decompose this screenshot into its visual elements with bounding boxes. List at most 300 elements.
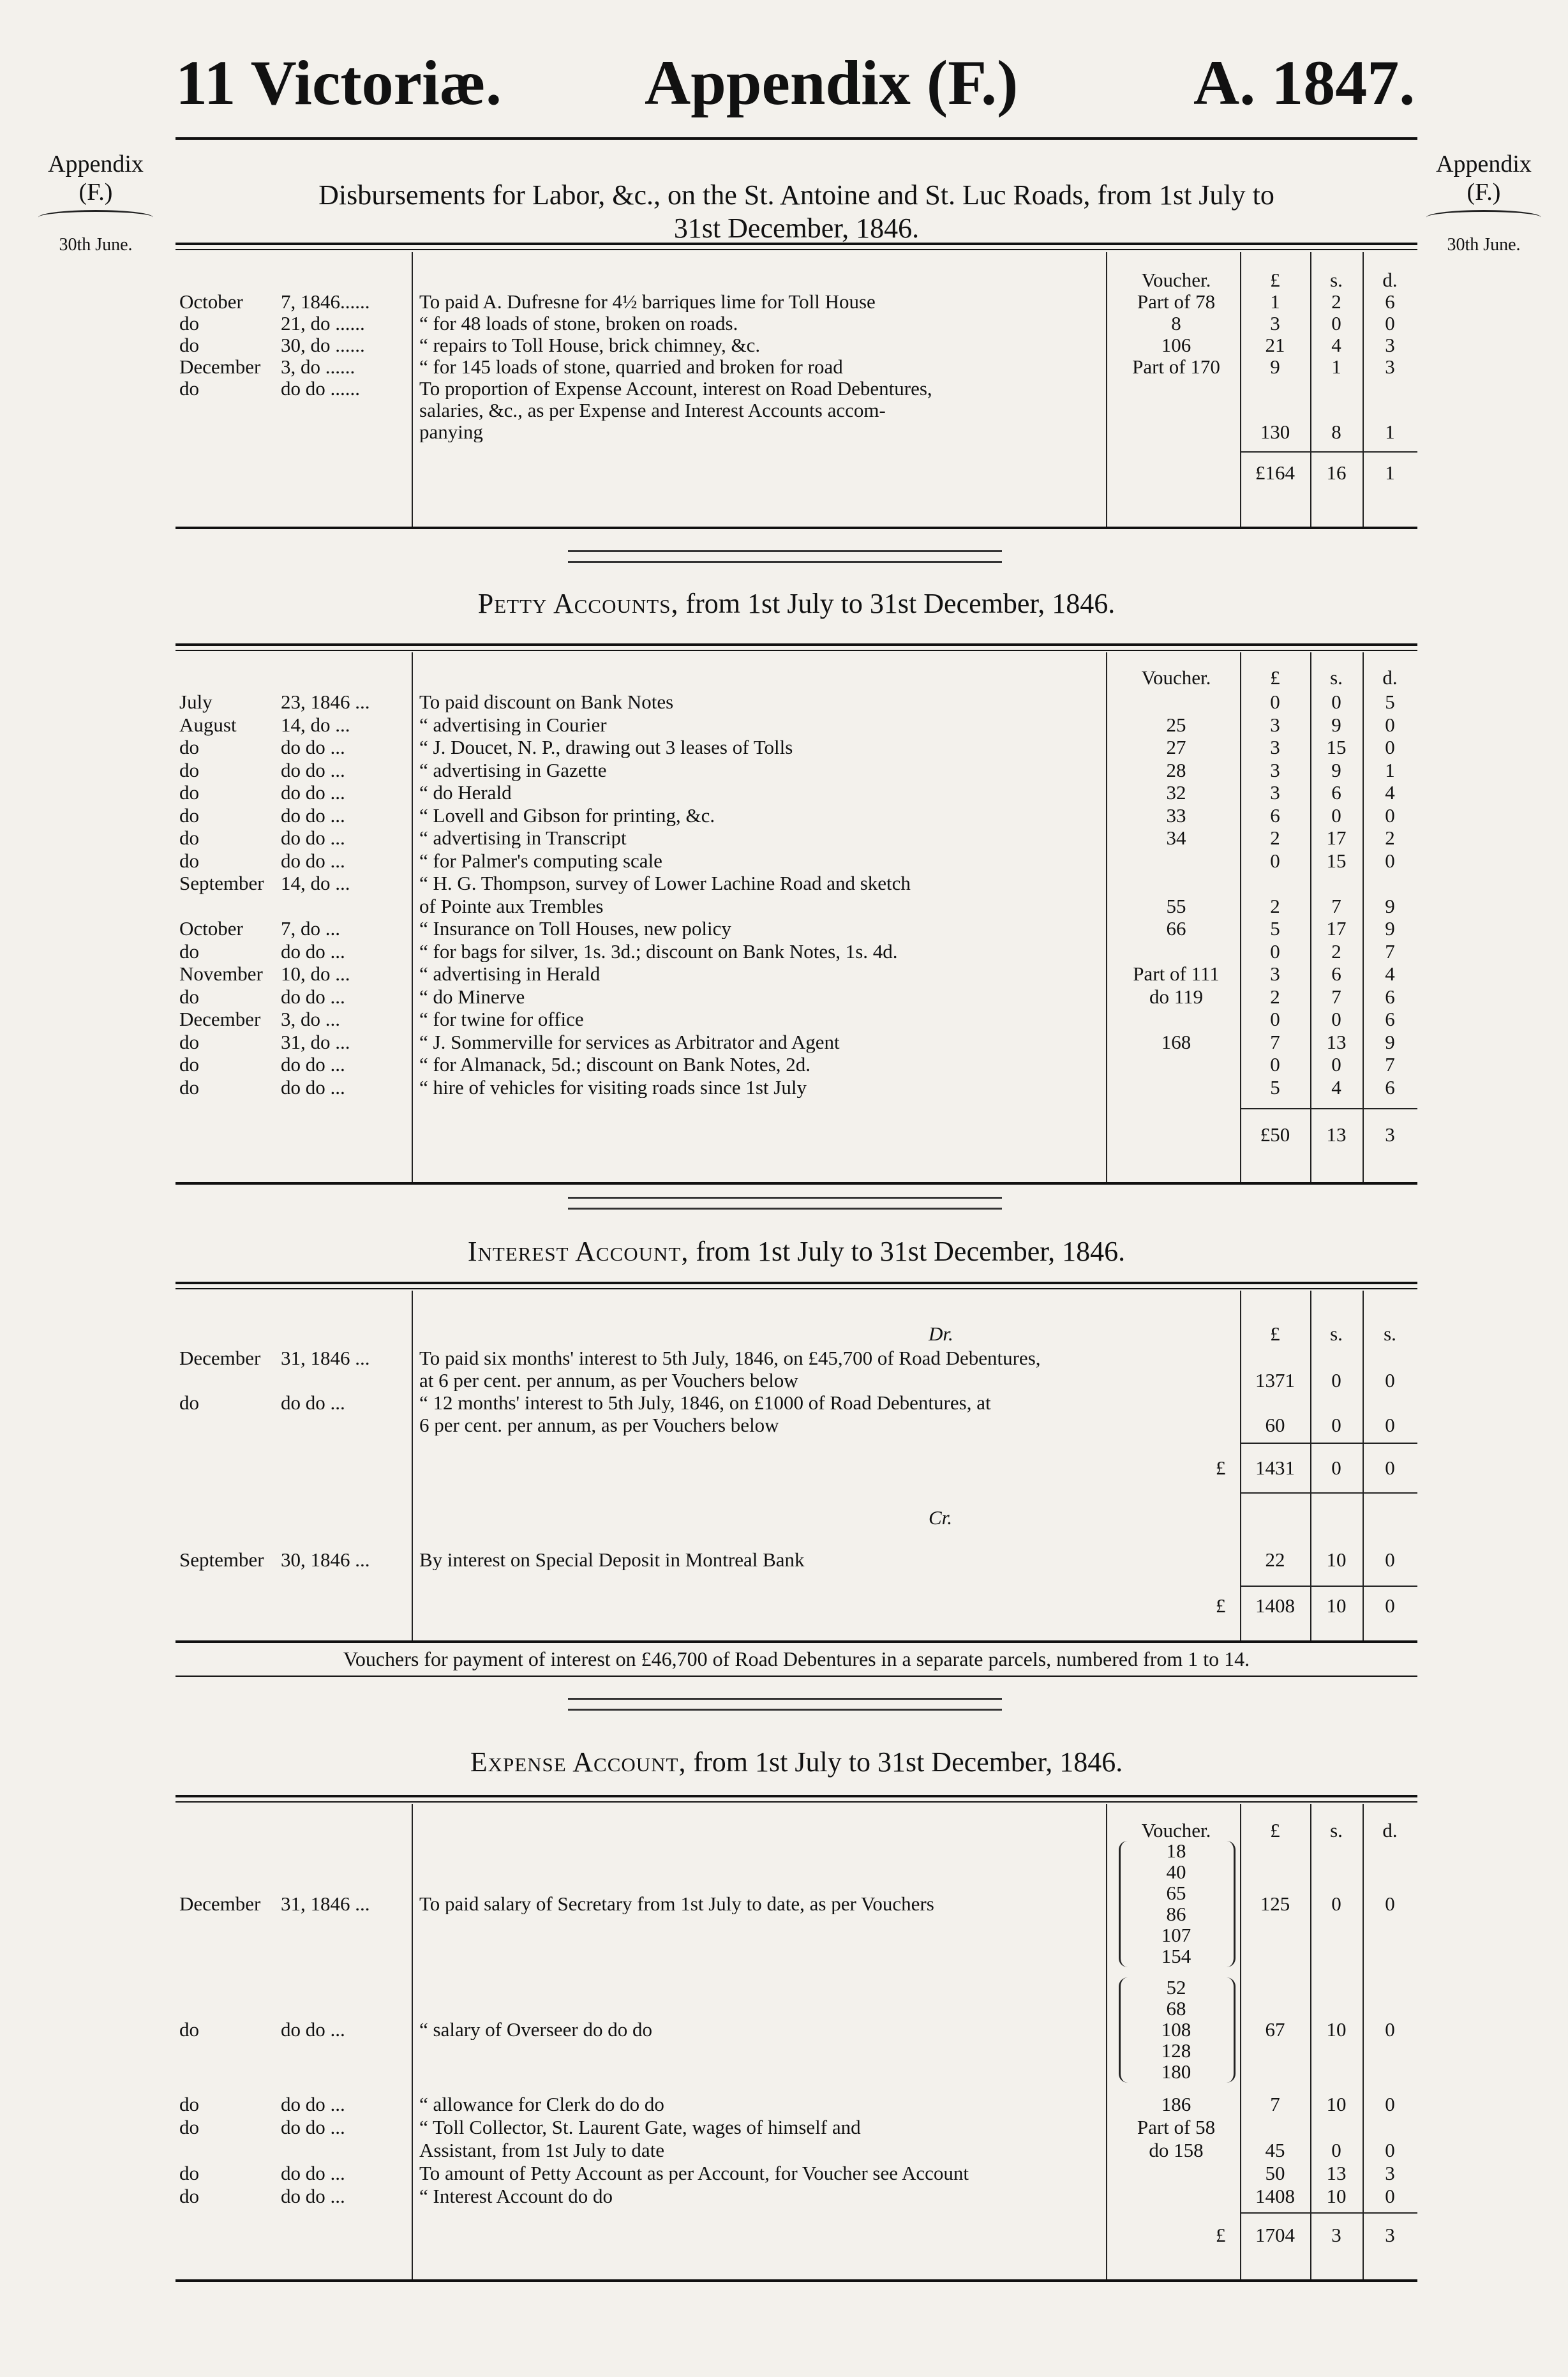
entry-description: “ H. G. Thompson, survey of Lower Lachine Road and sketch	[419, 873, 911, 894]
entry-description: “ for bags for silver, 1s. 3d.; discount on Bank Notes, 1s. 4d.	[419, 941, 898, 962]
entry-day: 14, do ...	[281, 713, 350, 736]
total-sign: £	[1216, 2224, 1226, 2246]
entry-day: do do ...	[281, 2018, 345, 2041]
ledger-row	[175, 987, 1417, 1007]
entry-day: do do ...	[281, 804, 345, 827]
interest-title-rest: from 1st July to 31st December, 1846.	[696, 1236, 1126, 1267]
expense-total-row	[175, 2225, 1417, 2246]
entry-month: August	[179, 713, 237, 736]
entry-description: of Pointe aux Trembles	[419, 896, 604, 917]
entry-month: December	[179, 1892, 261, 1915]
entry-shillings: 10	[1326, 2018, 1347, 2041]
credit-label: Cr.	[929, 1506, 953, 1529]
entry-description: “ Toll Collector, St. Laurent Gate, wages of himself and	[419, 2117, 861, 2138]
entry-pence: 0	[1385, 1414, 1395, 1436]
entry-pence: 4	[1385, 963, 1395, 985]
entry-pounds: 5	[1270, 917, 1280, 940]
total-pence: 0	[1385, 1594, 1395, 1617]
petty-total-row	[175, 1125, 1417, 1145]
entry-pounds: 7	[1270, 1030, 1280, 1053]
entry-pounds: 1408	[1255, 2185, 1295, 2207]
entry-description: To amount of Petty Account as per Account, for Voucher see Account	[419, 2163, 969, 2184]
expense-title-rest: from 1st July to 31st December, 1846.	[693, 1746, 1123, 1778]
col-pence: d.	[1382, 1819, 1398, 1841]
entry-description: “ J. Sommerville for services as Arbitrator and Agent	[419, 1031, 840, 1053]
entry-pounds: 6	[1270, 804, 1280, 827]
entry-description: “ Insurance on Toll Houses, new policy	[419, 919, 731, 939]
entry-day: do do ...	[281, 985, 345, 1008]
entry-pounds: 125	[1260, 1892, 1290, 1915]
entry-description: “ advertising in Transcript	[419, 828, 627, 848]
margin-note-left	[32, 150, 160, 259]
disbursements-title-line1: Disbursements for Labor, &c., on the St. Antoine and St. Luc Roads, from 1st July to	[318, 179, 1274, 211]
entry-voucher: do 158	[1149, 2139, 1204, 2161]
entry-day: do do ...	[281, 1076, 345, 1099]
entry-shillings: 15	[1326, 736, 1347, 758]
col-pence: d.	[1382, 269, 1398, 291]
entry-month: December	[179, 1008, 261, 1030]
entry-month: November	[179, 963, 263, 985]
entry-pence: 6	[1385, 1076, 1395, 1099]
entry-month: do	[179, 2093, 199, 2115]
entry-voucher: 27	[1166, 736, 1186, 758]
entry-pounds: 45	[1265, 2139, 1285, 2161]
entry-month: December	[179, 1347, 261, 1369]
col-pounds: £	[1270, 1819, 1280, 1841]
debit-label: Dr.	[929, 1323, 953, 1345]
entry-shillings: 17	[1326, 917, 1347, 940]
interest-note: Vouchers for payment of interest on £46,700 of Road Debentures in a separate parcels, numbered from 1 to 14.	[343, 1647, 1250, 1670]
entry-month: do	[179, 758, 199, 781]
divider-rule	[175, 1288, 1417, 1289]
expense-title-caps: Expense Account,	[470, 1746, 687, 1778]
voucher-number: 107	[1161, 1924, 1191, 1946]
ledger-row	[175, 1415, 1417, 1436]
entry-description: “ do Herald	[419, 783, 512, 803]
entry-month: do	[179, 985, 199, 1008]
entry-voucher: do 119	[1149, 985, 1204, 1008]
interest-title	[175, 1235, 1417, 1268]
entry-day: do do ...	[281, 1391, 345, 1414]
voucher-number: 40	[1166, 1861, 1186, 1883]
entry-day: 7, do ...	[281, 917, 340, 940]
total-sign: £	[1216, 1457, 1226, 1479]
petty-title-caps: Petty Accounts,	[477, 588, 679, 619]
entry-pounds: 2	[1270, 985, 1280, 1008]
ledger-row	[175, 783, 1417, 803]
entry-pounds: 22	[1265, 1548, 1285, 1571]
voucher-number: 68	[1166, 1997, 1186, 2020]
entry-pence: 0	[1385, 713, 1395, 736]
divider-rule	[175, 1282, 1417, 1284]
entry-month: do	[179, 804, 199, 827]
entry-day: do do ...	[281, 827, 345, 849]
entry-day: 31, 1846 ...	[281, 1892, 370, 1915]
ledger-row	[175, 400, 1417, 421]
margin-brace	[1426, 210, 1541, 225]
col-pounds: £	[1270, 1323, 1280, 1345]
entry-description: “ salary of Overseer do do do	[419, 2020, 652, 2040]
entry-pounds: 0	[1270, 691, 1280, 713]
entry-shillings: 7	[1331, 894, 1341, 917]
entry-description: “ advertising in Gazette	[419, 760, 607, 781]
voucher-number: 86	[1166, 1903, 1186, 1925]
entry-pence: 1	[1385, 758, 1395, 781]
col-voucher: Voucher.	[1141, 1819, 1211, 1841]
entry-pence: 7	[1385, 1053, 1395, 1076]
column-header-row	[175, 1324, 1417, 1344]
entry-shillings: 0	[1331, 2139, 1341, 2161]
total-pounds: 1408	[1255, 1594, 1295, 1617]
ledger-row	[175, 1009, 1417, 1030]
total-rule	[1240, 451, 1417, 453]
ledger-row	[175, 422, 1417, 442]
entry-day: 7, 1846......	[281, 290, 370, 313]
entry-pounds: 130	[1260, 421, 1290, 443]
entry-pence: 9	[1385, 1030, 1395, 1053]
entry-shillings: 0	[1331, 1053, 1341, 1076]
entry-shillings: 0	[1331, 312, 1341, 334]
entry-pence: 7	[1385, 940, 1395, 963]
entry-month: do	[179, 736, 199, 758]
entry-month: do	[179, 1053, 199, 1076]
entry-voucher: 186	[1161, 2093, 1191, 2115]
divider-rule	[175, 1182, 1417, 1185]
entry-pence: 0	[1385, 312, 1395, 334]
voucher-number: 128	[1161, 2039, 1191, 2062]
entry-voucher: 168	[1161, 1030, 1191, 1053]
total-rule	[1240, 1108, 1417, 1109]
entry-month: do	[179, 377, 199, 400]
entry-shillings: 0	[1331, 804, 1341, 827]
entry-description: “ repairs to Toll House, brick chimney, &c.	[419, 335, 761, 356]
entry-pence: 0	[1385, 736, 1395, 758]
entry-voucher: 106	[1161, 334, 1191, 356]
ledger-row	[175, 941, 1417, 962]
entry-day: do do ...	[281, 940, 345, 963]
entry-day: 3, do ...	[281, 1008, 340, 1030]
entry-description: To paid discount on Bank Notes	[419, 692, 674, 712]
col-voucher: Voucher.	[1141, 269, 1211, 291]
entry-description: “ J. Doucet, N. P., drawing out 3 leases of Tolls	[419, 737, 793, 758]
entry-pounds: 3	[1270, 736, 1280, 758]
total-pounds: £164	[1255, 461, 1295, 484]
entry-day: 30, do ......	[281, 334, 365, 356]
entry-day: do do ...	[281, 2185, 345, 2207]
petty-title	[175, 587, 1417, 620]
divider-rule	[175, 1676, 1417, 1677]
col-voucher: Voucher.	[1141, 666, 1211, 689]
entry-day: do do ...	[281, 758, 345, 781]
entry-shillings: 1	[1331, 356, 1341, 378]
ledger-row	[175, 896, 1417, 917]
entry-shillings: 8	[1331, 421, 1341, 443]
entry-voucher: 33	[1166, 804, 1186, 827]
col-pounds: £	[1270, 666, 1280, 689]
ledger-row	[175, 1054, 1417, 1075]
ledger-row	[175, 1393, 1417, 1413]
divider-rule	[175, 650, 1417, 651]
col-pounds: £	[1270, 269, 1280, 291]
total-rule	[1240, 1443, 1417, 1444]
petty-table	[175, 652, 1417, 1182]
total-shillings: 13	[1326, 1123, 1347, 1146]
interest-debit-total-row	[175, 1458, 1417, 1478]
entry-shillings: 17	[1326, 827, 1347, 849]
column-header-row	[175, 270, 1417, 290]
entry-description: By interest on Special Deposit in Montreal Bank	[419, 1550, 805, 1570]
entry-pence: 6	[1385, 290, 1395, 313]
entry-description: To paid salary of Secretary from 1st July to date, as per Vouchers	[419, 1893, 934, 1914]
ledger-row	[175, 2020, 1417, 2040]
entry-shillings: 10	[1326, 2093, 1347, 2115]
entry-shillings: 0	[1331, 1414, 1341, 1436]
entry-pounds: 50	[1265, 2162, 1285, 2184]
divider-rule	[175, 2279, 1417, 2282]
entry-month: do	[179, 849, 199, 872]
ledger-row	[175, 851, 1417, 871]
disbursements-table	[175, 252, 1417, 527]
entry-shillings: 15	[1326, 849, 1347, 872]
entry-month: do	[179, 940, 199, 963]
header-left: 11 Victoriæ.	[175, 47, 502, 118]
entry-pounds: 3	[1270, 781, 1280, 804]
entry-day: do do ...	[281, 1053, 345, 1076]
entry-description: “ for twine for office	[419, 1009, 584, 1030]
divider-rule	[175, 1801, 1417, 1803]
disbursements-title	[175, 179, 1417, 245]
ledger-row	[175, 2094, 1417, 2115]
entry-description: “ do Minerve	[419, 986, 525, 1007]
entry-month: July	[179, 691, 213, 713]
entry-pounds: 0	[1270, 940, 1280, 963]
entry-voucher: 55	[1166, 894, 1186, 917]
total-pence: 0	[1385, 1457, 1395, 1479]
ledger-row	[175, 1077, 1417, 1098]
entry-pounds: 0	[1270, 1053, 1280, 1076]
entry-shillings: 4	[1331, 334, 1341, 356]
entry-month: do	[179, 2162, 199, 2184]
margin-label: Appendix	[48, 151, 144, 177]
entry-shillings: 4	[1331, 1076, 1341, 1099]
margin-date: 30th June.	[1447, 235, 1521, 255]
entry-pence: 0	[1385, 804, 1395, 827]
entry-month: December	[179, 356, 261, 378]
entry-month: do	[179, 1030, 199, 1053]
entry-pounds: 0	[1270, 1008, 1280, 1030]
entry-pence: 2	[1385, 827, 1395, 849]
entry-day: do do ...	[281, 849, 345, 872]
entry-day: 23, 1846 ...	[281, 691, 370, 713]
ledger-row	[175, 1894, 1417, 1914]
entry-month: do	[179, 781, 199, 804]
entry-voucher: 25	[1166, 713, 1186, 736]
ledger-row	[175, 964, 1417, 984]
col-pence: s.	[1384, 1323, 1396, 1345]
ledger-row	[175, 806, 1417, 826]
total-pounds: 1704	[1255, 2224, 1295, 2246]
entry-day: do do ...	[281, 736, 345, 758]
entry-pounds: 21	[1265, 334, 1285, 356]
entry-day: do do ...	[281, 2093, 345, 2115]
entry-shillings: 13	[1326, 2162, 1347, 2184]
entry-shillings: 10	[1326, 1548, 1347, 1571]
entry-description: To paid A. Dufresne for 4½ barriques lime for Toll House	[419, 292, 876, 312]
entry-month: September	[179, 1548, 264, 1571]
entry-day: 31, 1846 ...	[281, 1347, 370, 1369]
ledger-row	[175, 2117, 1417, 2138]
expense-table	[175, 1804, 1417, 2279]
entry-pounds: 1371	[1255, 1369, 1295, 1391]
ledger-row	[175, 828, 1417, 848]
entry-pence: 6	[1385, 985, 1395, 1008]
entry-pounds: 3	[1270, 758, 1280, 781]
entry-pence: 9	[1385, 894, 1395, 917]
ledger-row	[175, 313, 1417, 334]
entry-pence: 0	[1385, 849, 1395, 872]
entry-pounds: 2	[1270, 827, 1280, 849]
entry-pence: 0	[1385, 2018, 1395, 2041]
entry-pence: 0	[1385, 2185, 1395, 2207]
entry-shillings: 2	[1331, 290, 1341, 313]
margin-letter: (F.)	[78, 179, 113, 206]
ledger-row	[175, 335, 1417, 356]
entry-month: do	[179, 1391, 199, 1414]
entry-pounds: 3	[1270, 312, 1280, 334]
entry-day: 31, do ...	[281, 1030, 350, 1053]
entry-description: at 6 per cent. per annum, as per Vouchers below	[419, 1370, 798, 1391]
entry-description: To paid six months' interest to 5th July, 1846, on £45,700 of Road Debentures,	[419, 1348, 1041, 1368]
entry-month: do	[179, 827, 199, 849]
divider-rule	[175, 527, 1417, 529]
entry-shillings: 9	[1331, 758, 1341, 781]
entry-pence: 0	[1385, 1548, 1395, 1571]
divider-rule	[175, 243, 1417, 245]
ledger-row	[175, 1550, 1417, 1570]
entry-pence: 0	[1385, 1369, 1395, 1391]
voucher-number: 154	[1161, 1945, 1191, 1967]
total-rule	[1240, 2212, 1417, 2214]
entry-description: 6 per cent. per annum, as per Vouchers below	[419, 1415, 779, 1436]
entry-shillings: 0	[1331, 1008, 1341, 1030]
entry-day: do do ......	[281, 377, 360, 400]
ledger-row	[175, 692, 1417, 712]
entry-pence: 9	[1385, 917, 1395, 940]
margin-date: 30th June.	[59, 235, 133, 255]
total-shillings: 16	[1326, 461, 1347, 484]
margin-label: Appendix	[1436, 151, 1532, 177]
total-pence: 3	[1385, 2224, 1395, 2246]
voucher-number: 52	[1166, 1976, 1186, 1998]
divider-rule	[175, 137, 1417, 140]
entry-shillings: 10	[1326, 2185, 1347, 2207]
entry-description: “ for Palmer's computing scale	[419, 850, 662, 871]
ledger-row	[175, 292, 1417, 312]
divider-rule	[175, 249, 1417, 250]
entry-description: “ advertising in Herald	[419, 964, 601, 984]
ledger-row	[175, 1370, 1417, 1391]
entry-day: 21, do ......	[281, 312, 365, 334]
entry-day: 30, 1846 ...	[281, 1548, 370, 1571]
total-shillings: 3	[1331, 2224, 1341, 2246]
entry-day: 14, do ...	[281, 872, 350, 894]
credit-label-row	[175, 1508, 1417, 1528]
entry-month: do	[179, 334, 199, 356]
ledger-row	[175, 760, 1417, 781]
ledger-row	[175, 737, 1417, 758]
col-shillings: s.	[1330, 269, 1343, 291]
disbursements-title-line2: 31st December, 1846.	[673, 213, 920, 244]
entry-shillings: 7	[1331, 985, 1341, 1008]
voucher-number: 18	[1166, 1840, 1186, 1862]
total-pence: 1	[1385, 461, 1395, 484]
entry-pounds: 67	[1265, 2018, 1285, 2041]
entry-pence: 3	[1385, 2162, 1395, 2184]
ledger-row	[175, 2186, 1417, 2207]
voucher-number: 108	[1161, 2018, 1191, 2041]
entry-voucher: 32	[1166, 781, 1186, 804]
total-rule	[1240, 1586, 1417, 1587]
entry-shillings: 2	[1331, 940, 1341, 963]
entry-description: “ for 145 loads of stone, quarried and broken for road	[419, 357, 843, 377]
page-header	[0, 45, 1568, 140]
entry-month: do	[179, 2116, 199, 2138]
col-shillings: s.	[1330, 1819, 1343, 1841]
entry-day: do do ...	[281, 2116, 345, 2138]
entry-month: do	[179, 312, 199, 334]
entry-description: “ Lovell and Gibson for printing, &c.	[419, 805, 715, 826]
entry-month: October	[179, 917, 243, 940]
entry-voucher: 8	[1171, 312, 1181, 334]
divider-rule	[175, 1795, 1417, 1797]
entry-voucher: 66	[1166, 917, 1186, 940]
entry-shillings: 6	[1331, 963, 1341, 985]
petty-title-rest: from 1st July to 31st December, 1846.	[685, 588, 1116, 619]
total-pence: 3	[1385, 1123, 1395, 1146]
voucher-number: 65	[1166, 1882, 1186, 1904]
entry-day: do do ...	[281, 781, 345, 804]
entry-pounds: 0	[1270, 849, 1280, 872]
entry-pence: 0	[1385, 2093, 1395, 2115]
entry-pounds: 9	[1270, 356, 1280, 378]
interest-table	[175, 1291, 1417, 1640]
entry-description: “ hire of vehicles for visiting roads since 1st July	[419, 1077, 807, 1098]
entry-voucher: Part of 58	[1137, 2116, 1216, 2138]
entry-description: To proportion of Expense Account, interest on Road Debentures,	[419, 379, 932, 399]
entry-voucher: 34	[1166, 827, 1186, 849]
entry-voucher: 28	[1166, 758, 1186, 781]
entry-shillings: 9	[1331, 713, 1341, 736]
header-right: A. 1847.	[1193, 47, 1415, 118]
entry-pounds: 3	[1270, 963, 1280, 985]
total-rule	[1240, 1492, 1417, 1494]
col-pence: d.	[1382, 666, 1398, 689]
entry-pence: 6	[1385, 1008, 1395, 1030]
entry-pounds: 5	[1270, 1076, 1280, 1099]
entry-description: “ for Almanack, 5d.; discount on Bank Notes, 2d.	[419, 1054, 811, 1075]
ledger-row	[175, 379, 1417, 399]
entry-pence: 3	[1385, 356, 1395, 378]
ledger-row	[175, 1032, 1417, 1053]
entry-pounds: 3	[1270, 713, 1280, 736]
ledger-row	[175, 715, 1417, 735]
ledger-row	[175, 2140, 1417, 2161]
entry-voucher: Part of 78	[1137, 290, 1216, 313]
entry-pence: 1	[1385, 421, 1395, 443]
entry-voucher: Part of 111	[1133, 963, 1220, 985]
entry-description: “ for 48 loads of stone, broken on roads.	[419, 313, 738, 334]
expense-title	[175, 1746, 1417, 1779]
